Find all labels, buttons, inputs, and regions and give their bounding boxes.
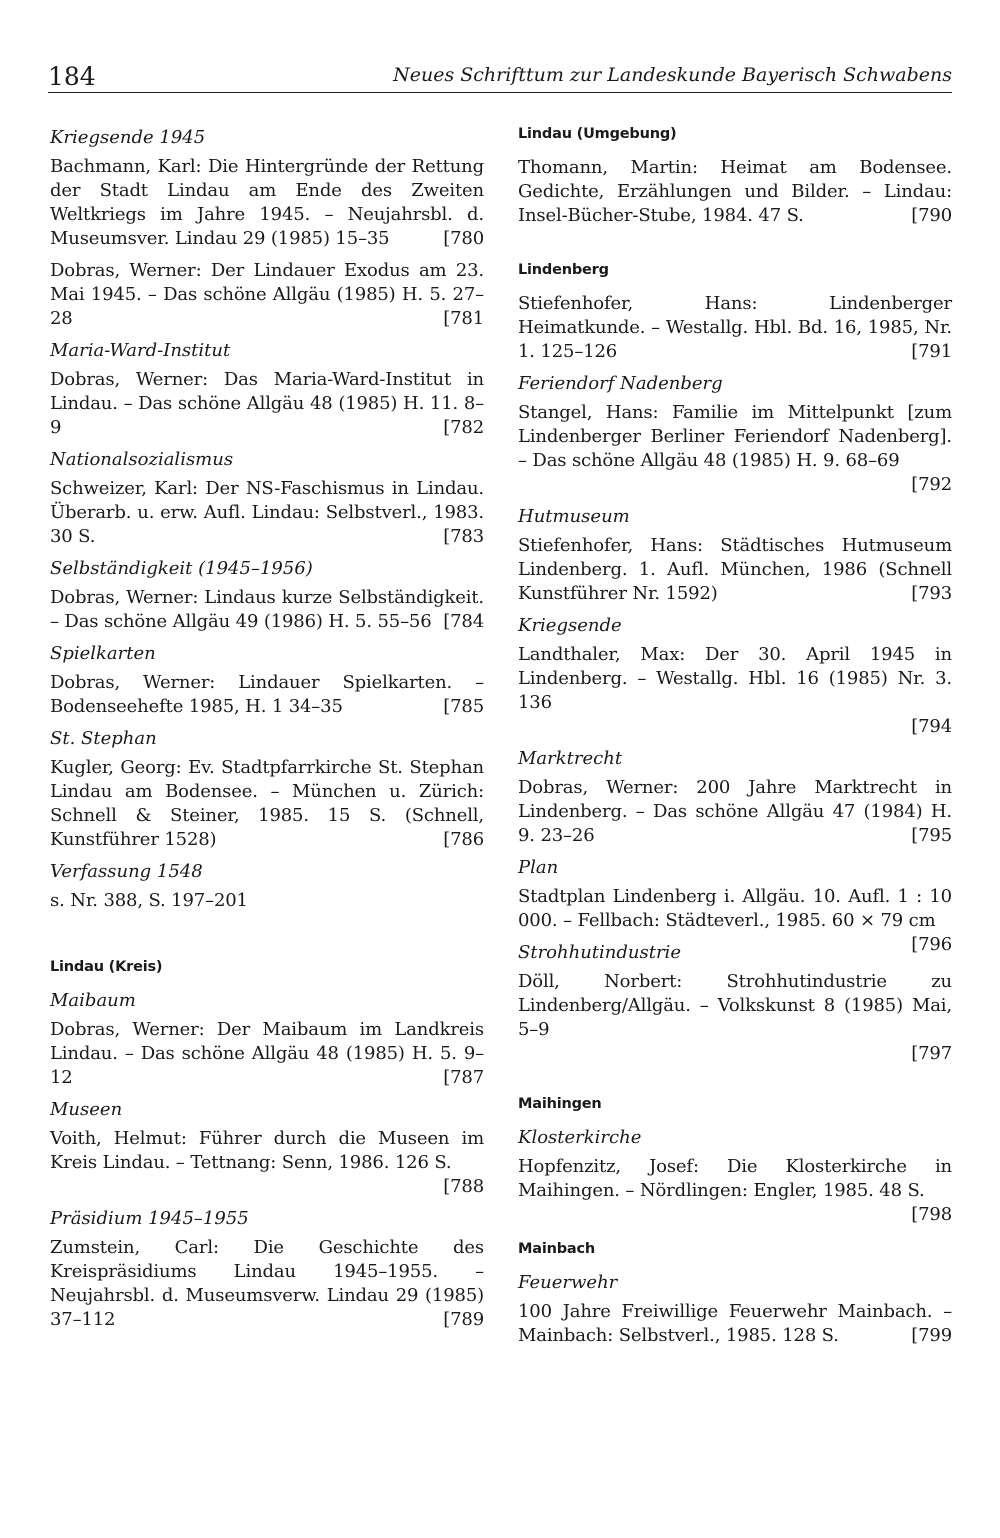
- entry-text: Dobras, Werner: Lindauer Spielkarten. – Bodenseehefte 1985, H. 1 34–35: [50, 672, 484, 717]
- subhead-hutmuseum: Hutmuseum: [518, 506, 630, 527]
- entry-number: [798: [911, 1204, 952, 1225]
- subhead-maria-ward: Maria-Ward-Institut: [50, 340, 231, 361]
- entry-number: [784: [443, 611, 484, 632]
- section-head-lindau-kreis: Lindau (Kreis): [50, 959, 163, 975]
- entry-number: [796: [911, 934, 952, 955]
- entry-number: [795: [911, 825, 952, 846]
- subhead-strohhutindustrie: Strohhutindustrie: [518, 942, 681, 963]
- subhead-klosterkirche: Klosterkirche: [518, 1127, 642, 1148]
- entry-number: [788: [443, 1176, 484, 1197]
- entry-784: [50, 586, 484, 634]
- entry-text: Bachmann, Karl: Die Hintergründe der Rettung der Stadt Lindau am Ende des Zweiten Weltkriegs im Jahre 1945. – Neujahrsbl. d. Museumsver. Lindau 29 (1985) 15–35: [50, 156, 484, 249]
- entry-text: Döll, Norbert: Strohhutindustrie zu Lindenberg/Allgäu. – Volkskunst 8 (1985) Mai, 5–9: [518, 971, 952, 1040]
- entry-number: [792: [911, 474, 952, 495]
- entry-782: [50, 368, 484, 440]
- entry-798: [518, 1155, 952, 1225]
- subhead-museen: Museen: [50, 1099, 123, 1120]
- subhead-verfassung: Verfassung 1548: [50, 861, 203, 882]
- entry-number: [782: [443, 417, 484, 438]
- entry-788: [50, 1127, 484, 1199]
- subhead-nationalsozialismus: Nationalsozialismus: [50, 449, 234, 470]
- subhead-marktrecht: Marktrecht: [518, 748, 623, 769]
- right-column: [518, 126, 952, 1356]
- entry-text: Stadtplan Lindenberg i. Allgäu. 10. Aufl. 1 : 10 000. – Fellbach: Städteverl., 1985. 60 × 79 cm: [518, 886, 952, 931]
- entry-number: [793: [911, 583, 952, 604]
- entry-number: [797: [911, 1043, 952, 1064]
- running-title: Neues Schrifttum zur Landeskunde Bayerisch Schwabens: [393, 64, 952, 86]
- subhead-st-stephan: St. Stephan: [50, 728, 157, 749]
- entry-number: [794: [911, 716, 952, 737]
- section-head-maihingen: Maihingen: [518, 1096, 602, 1112]
- entry-781: [50, 259, 484, 331]
- entry-797: [518, 970, 952, 1066]
- entry-number: [780: [443, 228, 484, 249]
- section-head-lindau-umgebung: Lindau (Umgebung): [518, 126, 677, 142]
- subhead-praesidium: Präsidium 1945–1955: [50, 1208, 249, 1229]
- entry-795: [518, 776, 952, 848]
- subhead-plan: Plan: [518, 857, 559, 878]
- entry-text: Stiefenhofer, Hans: Lindenberger Heimatkunde. – Westallg. Hbl. Bd. 16, 1985, Nr. 1. 125–126: [518, 293, 952, 362]
- entry-number: [783: [443, 526, 484, 547]
- entry-text: Hopfenzitz, Josef: Die Klosterkirche in Maihingen. – Nördlingen: Engler, 1985. 48 S.: [518, 1156, 952, 1201]
- left-column: [50, 126, 484, 1340]
- entry-text: Stangel, Hans: Familie im Mittelpunkt [zum Lindenberger Berliner Feriendorf Nadenberg]. – Das schöne Allgäu 48 (1985) H. 9. 68–69: [518, 402, 952, 471]
- entry-text: Landthaler, Max: Der 30. April 1945 in Lindenberg. – Westallg. Hbl. 16 (1985) Nr. 3. 136: [518, 644, 952, 713]
- entry-794: [518, 643, 952, 739]
- entry-793: [518, 534, 952, 606]
- entry-786: [50, 756, 484, 852]
- entry-text: Stiefenhofer, Hans: Städtisches Hutmuseum Lindenberg. 1. Aufl. München, 1986 (Schnell Kunstführer Nr. 1592): [518, 535, 952, 604]
- subhead-feuerwehr: Feuerwehr: [518, 1272, 618, 1293]
- entry-number: [786: [443, 829, 484, 850]
- subhead-kriegsende: Kriegsende: [518, 615, 622, 636]
- entry-780: [50, 155, 484, 251]
- subhead-kriegsende-1945: Kriegsende 1945: [50, 127, 206, 148]
- entry-number: [787: [443, 1067, 484, 1088]
- entry-verfassung-ref: s. Nr. 388, S. 197–201: [50, 890, 248, 911]
- entry-787: [50, 1018, 484, 1090]
- page-header: [48, 58, 952, 93]
- entry-792: [518, 401, 952, 497]
- entry-text: Dobras, Werner: Lindaus kurze Selbständigkeit. – Das schöne Allgäu 49 (1986) H. 5. 55–56: [50, 587, 484, 632]
- entry-number: [790: [911, 205, 952, 226]
- entry-text: Kugler, Georg: Ev. Stadtpfarrkirche St. Stephan Lindau am Bodensee. – München u. Zürich: Schnell & Steiner, 1985. 15 S. (Schnell, Kunstführer 1528): [50, 757, 484, 850]
- entry-number: [789: [443, 1309, 484, 1330]
- entry-791: [518, 292, 952, 364]
- entry-number: [791: [911, 341, 952, 362]
- entry-text: Zumstein, Carl: Die Geschichte des Kreispräsidiums Lindau 1945–1955. – Neujahrsbl. d. Museumsverw. Lindau 29 (1985) 37–112: [50, 1237, 484, 1330]
- entry-text: Dobras, Werner: Der Maibaum im Landkreis Lindau. – Das schöne Allgäu 48 (1985) H. 5. 9–12: [50, 1019, 484, 1088]
- entry-783: [50, 477, 484, 549]
- entry-number: [785: [443, 696, 484, 717]
- subhead-feriendorf: Feriendorf Nadenberg: [518, 373, 723, 394]
- page-number: 184: [48, 62, 96, 91]
- entry-799: [518, 1300, 952, 1348]
- subhead-selbstaendigkeit: Selbständigkeit (1945–1956): [50, 558, 313, 579]
- entry-text: Schweizer, Karl: Der NS-Faschismus in Lindau. Überarb. u. erw. Aufl. Lindau: Selbstverl., 1983. 30 S.: [50, 478, 484, 547]
- entry-785: [50, 671, 484, 719]
- entry-text: Thomann, Martin: Heimat am Bodensee. Gedichte, Erzählungen und Bilder. – Lindau: Insel-Bücher-Stube, 1984. 47 S.: [518, 157, 952, 226]
- entry-789: [50, 1236, 484, 1332]
- entry-text: Dobras, Werner: Das Maria-Ward-Institut in Lindau. – Das schöne Allgäu 48 (1985) H. 11. 8–9: [50, 369, 484, 438]
- entry-number: [781: [443, 308, 484, 329]
- entry-790: [518, 156, 952, 228]
- subhead-maibaum: Maibaum: [50, 990, 136, 1011]
- subhead-spielkarten: Spielkarten: [50, 643, 156, 664]
- section-head-mainbach: Mainbach: [518, 1241, 595, 1257]
- entry-text: Dobras, Werner: Der Lindauer Exodus am 23. Mai 1945. – Das schöne Allgäu (1985) H. 5. 27–28: [50, 260, 484, 329]
- entry-text: Dobras, Werner: 200 Jahre Marktrecht in Lindenberg. – Das schöne Allgäu 47 (1984) H. 9. 23–26: [518, 777, 952, 846]
- section-head-lindenberg: Lindenberg: [518, 262, 609, 278]
- entry-text: Voith, Helmut: Führer durch die Museen im Kreis Lindau. – Tettnang: Senn, 1986. 126 S.: [50, 1128, 484, 1173]
- entry-text: 100 Jahre Freiwillige Feuerwehr Mainbach. – Mainbach: Selbstverl., 1985. 128 S.: [518, 1301, 952, 1346]
- entry-number: [799: [911, 1325, 952, 1346]
